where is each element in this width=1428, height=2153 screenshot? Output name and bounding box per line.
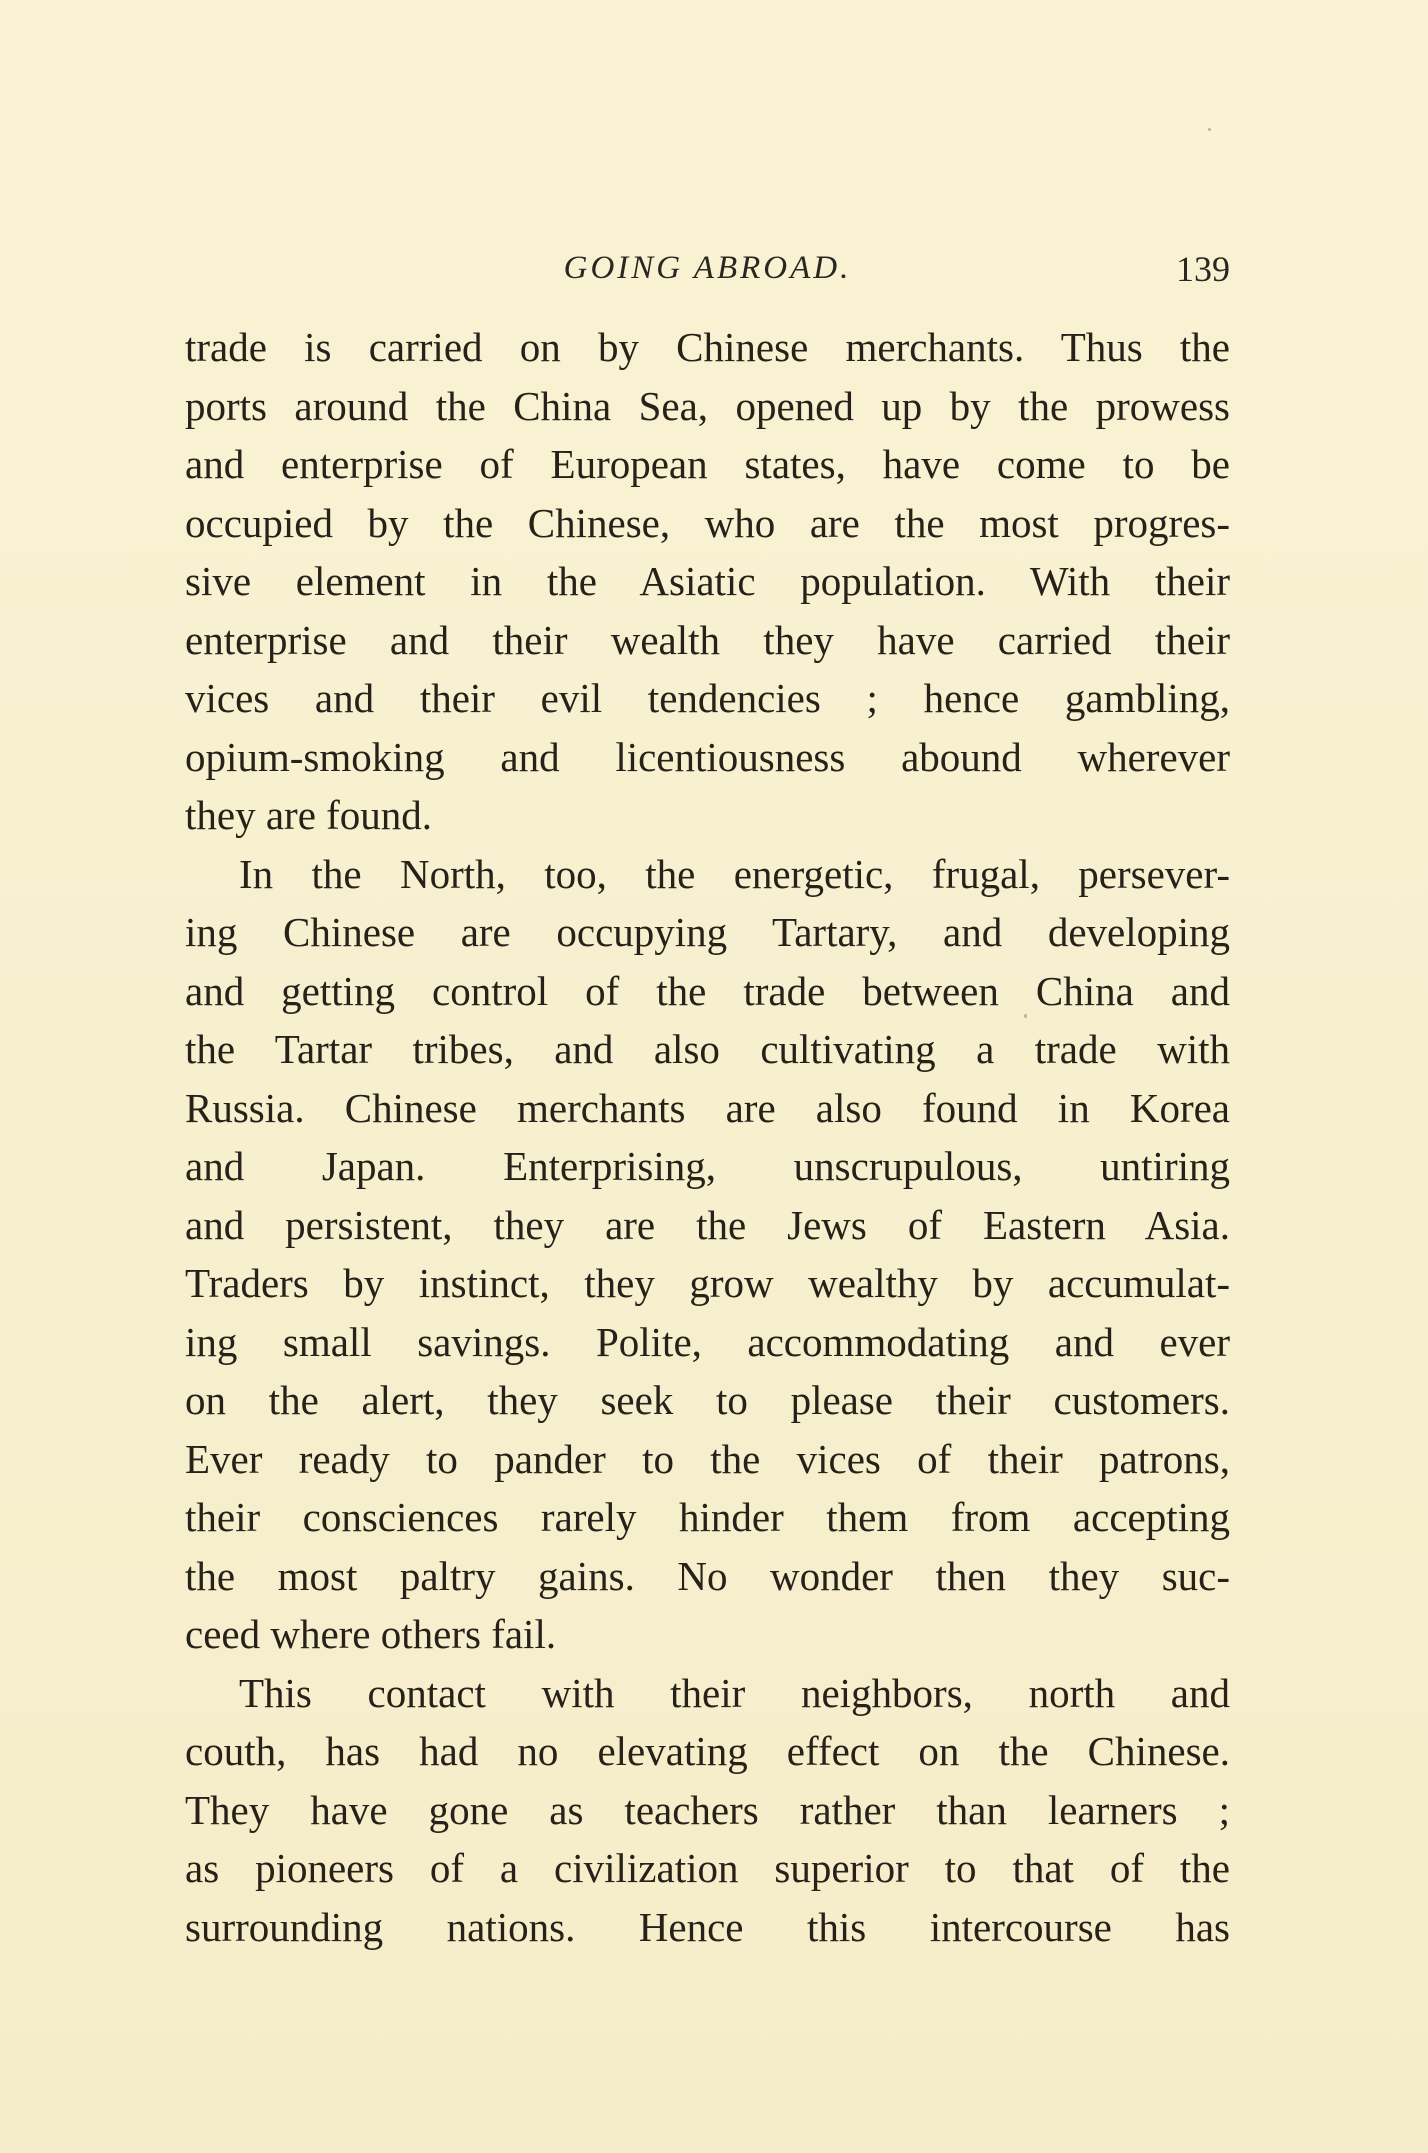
running-title: GOING ABROAD. [563,250,852,286]
text-line: occupied by the Chinese, who are the most progres- [185,499,1230,546]
page-number: 139 [1176,249,1230,289]
text-line: Traders by instinct, they grow wealthy by accumulat- [185,1260,1230,1306]
paper-speck [1208,128,1211,131]
text-line: as pioneers of a civilization superior to that of the [185,1845,1230,1891]
text-line: enterprise and their wealth they have carried their [185,616,1230,663]
text-line: ing small savings. Polite, accommodating and ever [185,1318,1230,1365]
text-line: They have gone as teachers rather than learners ; [185,1786,1230,1833]
text-line: couth, has had no elevating effect on the Chinese. [185,1728,1230,1774]
text-line: ceed where others fail. [185,1611,557,1657]
text-line: and Japan. Enterprising, unscrupulous, untiring [185,1143,1230,1189]
text-line: sive element in the Asiatic population. With their [185,558,1230,604]
paragraph-1 [185,318,1230,845]
text-line: and persistent, they are the Jews of Eastern Asia. [185,1201,1230,1248]
text-line: In the North, too, the energetic, frugal, persever- [239,850,1230,897]
text-line: Russia. Chinese merchants are also found in Korea [185,1084,1230,1131]
paragraph-3 [185,1664,1230,1957]
text-line: opium-smoking and licentiousness abound wherever [185,733,1230,780]
text-line: and enterprise of European states, have come to be [185,441,1230,487]
text-line: trade is carried on by Chinese merchants. Thus the [185,324,1230,370]
text-line: This contact with their neighbors, north and [239,1669,1230,1716]
paragraph-2 [185,845,1230,1664]
text-line: they are found. [185,792,433,838]
text-line: the most paltry gains. No wonder then they suc- [185,1552,1230,1599]
text-line: surrounding nations. Hence this intercourse has [185,1903,1230,1950]
text-line: ing Chinese are occupying Tartary, and developing [185,909,1230,955]
text-line: vices and their evil tendencies ; hence gambling, [185,675,1230,721]
text-line: and getting control of the trade between China and [185,967,1230,1014]
page-header [185,248,1230,298]
text-line: Ever ready to pander to the vices of their patrons, [185,1435,1230,1482]
text-line: on the alert, they seek to please their customers. [185,1377,1230,1423]
text-line: ports around the China Sea, opened up by the prowess [185,382,1230,429]
body-text [185,318,1230,1956]
text-line: the Tartar tribes, and also cultivating a trade with [185,1026,1230,1072]
text-line: their consciences rarely hinder them from accepting [185,1494,1230,1540]
